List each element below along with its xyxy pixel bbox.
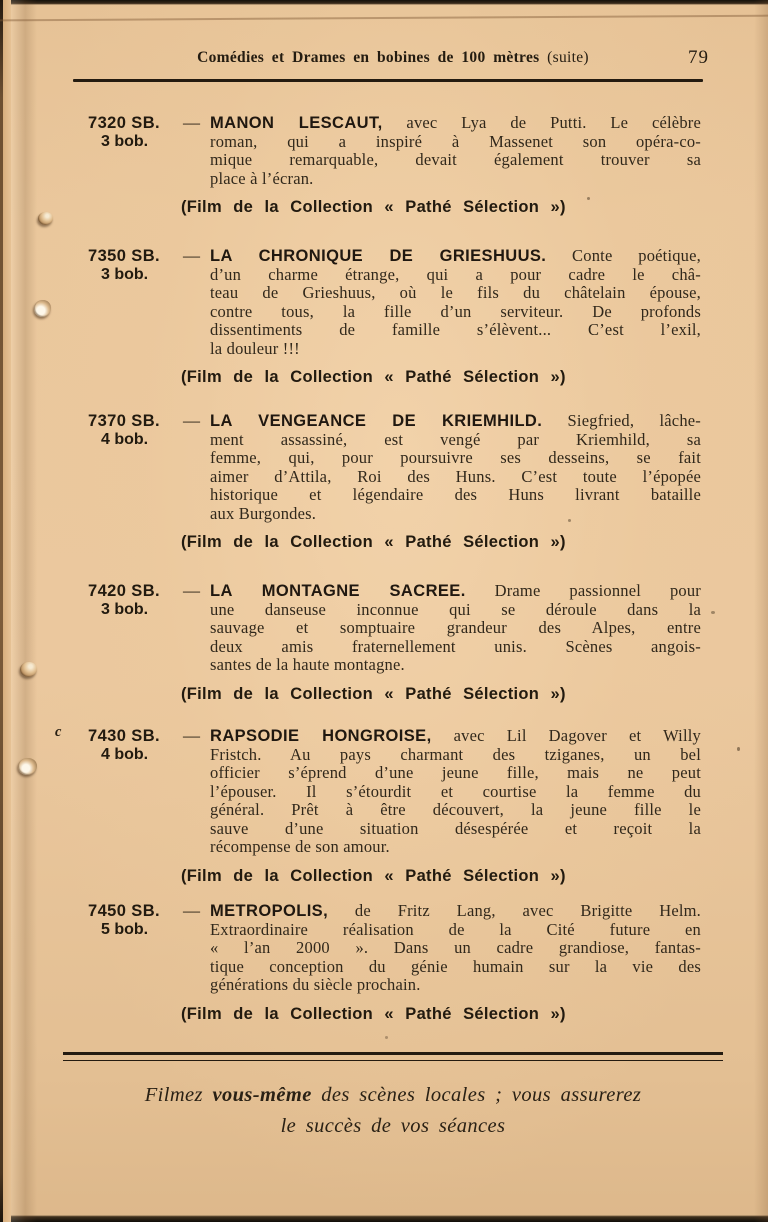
film-reel-count: 3 bob. [101,600,149,618]
description-line: tique conception du génie humain sur la vie des [210,956,701,976]
description-line: LA MONTAGNE SACREE. Drame passionnel pour [210,581,701,600]
description-line: général. Prêt à être découvert, la jeune fille le [210,800,701,819]
description-line: santes de la haute montagne. [210,655,405,674]
film-entry [0,114,768,217]
film-reel-count: 4 bob. [101,430,149,448]
film-reel-count: 5 bob. [101,920,149,938]
film-reel-count: 3 bob. [101,265,149,283]
description-line: femme, qui, pour poursuivre ses desseins, se fait [210,448,701,467]
film-entry [0,902,768,1024]
collection-note: (Film de la Collection « Pathé Sélection ») [181,866,566,885]
film-title: LA VENGEANCE DE KRIEMHILD. [210,412,543,430]
film-code: 7450 SB. [88,902,160,920]
description-line: sauve d’une situation désespérée et reçoit la [210,818,701,838]
film-entry [0,582,768,704]
description-line: d’un charme étrange, qui a pour cadre le châ- [210,264,701,284]
page-header [63,49,723,75]
film-description [210,412,701,523]
collection-note: (Film de la Collection « Pathé Sélection ») [181,198,566,216]
running-title [63,49,723,67]
film-code: 7350 SB. [88,247,160,265]
description-line: RAPSODIE HONGROISE, avec Lil Dagover et Willy [210,726,701,745]
film-title: MANON LESCAUT, [210,114,383,132]
description-line: place à l’écran. [210,168,314,188]
description-line: LA VENGEANCE DE KRIEMHILD. Siegfried, lâche- [210,411,701,430]
description-line: deux amis fraternellement unis. Scènes angois- [210,636,701,656]
film-title: METROPOLIS, [210,902,329,920]
footer-rule-thick [63,1052,723,1055]
footer-slogan-line2: le succès de vos séances [280,1115,506,1137]
page-footer [63,1080,723,1142]
description-line: roman, qui a inspiré à Massenet son opéra-co- [210,131,701,151]
collection-note: (Film de la Collection « Pathé Sélection ») [181,684,566,703]
page-number: 79 [688,47,709,68]
header-rule [73,79,703,82]
film-title: LA MONTAGNE SACREE. [210,582,466,600]
film-reel-count: 4 bob. [101,745,149,763]
film-entry [0,412,768,552]
film-code: 7430 SB. [88,727,160,745]
film-description [210,114,701,188]
footer-rest: des scènes locales ; vous assurerez [321,1084,642,1106]
description-line: « l’an 2000 ». Dans un cadre grandiose, fantas- [210,938,701,957]
description-line: récompense de son amour. [210,837,390,856]
footer-lead: Filmez [144,1084,203,1106]
description-line: officier s’éprend d’une jeune fille, mais ne peut [210,763,701,782]
paper-crease [0,15,768,21]
entry-dash: — [183,113,200,132]
film-title: RAPSODIE HONGROISE, [210,727,432,745]
description-line: une danseuse inconnue qui se déroule dans la [210,599,701,619]
description-line: sauvage et somptuaire grandeur des Alpes, entre [210,618,701,637]
description-line: Extraordinaire réalisation de la Cité future en [210,919,701,939]
film-code: 7420 SB. [88,582,160,600]
description-line: LA CHRONIQUE DE GRIESHUUS. Conte poétique, [210,246,701,265]
running-title-suite: (suite) [547,49,589,66]
description-line: aimer d’Attila, Roi des Huns. C’est toute l’épopée [210,466,701,486]
description-line: historique et légendaire des Huns livrant bataille [210,485,701,504]
collection-note: (Film de la Collection « Pathé Sélection ») [181,1004,566,1023]
film-reel-count: 3 bob. [101,132,149,150]
film-code: 7370 SB. [88,412,160,430]
description-line: dissentiments de famille s’élèvent... C’est l’exil, [210,320,701,339]
footer-rule [63,1052,723,1061]
footer-rule-thin [63,1060,723,1061]
film-description [210,902,701,995]
description-line: teau de Grieshuus, où le fils du châtelain épouse, [210,283,701,302]
film-description [210,582,701,675]
collection-note: (Film de la Collection « Pathé Sélection ») [181,533,566,551]
entry-dash: — [183,246,200,265]
entry-dash: — [183,411,200,430]
film-entry [0,727,768,886]
margin-annotation: c [55,724,62,740]
description-line: l’épouser. Il s’étourdit et courtise la femme du [210,781,701,801]
footer-slogan-line1 [63,1080,723,1111]
entry-dash: — [183,901,200,920]
description-line: METROPOLIS, de Fritz Lang, avec Brigitte Helm. [210,901,701,920]
film-description [210,247,701,358]
scan-edge-top [0,0,768,5]
description-line: générations du siècle prochain. [210,975,421,994]
entry-dash: — [183,726,200,745]
footer-bold: vous-même [212,1084,312,1106]
ink-speck [385,1036,388,1039]
description-line: contre tous, la fille d’un serviteur. De profonds [210,301,701,321]
collection-note: (Film de la Collection « Pathé Sélection ») [181,368,566,386]
film-description [210,727,701,857]
description-line: ment assassiné, est vengé par Kriemhild, sa [210,429,701,449]
description-line: aux Burgondes. [210,503,317,523]
entry-dash: — [183,581,200,600]
film-entry [0,247,768,387]
description-line: la douleur !!! [210,338,300,358]
description-line: Fristch. Au pays charmant des tziganes, un bel [210,744,701,764]
running-title-text: Comédies et Drames en bobines de 100 mètres [197,49,540,66]
scan-edge-bottom [6,1215,768,1222]
description-line: mique remarquable, devait également trouver sa [210,150,701,169]
film-title: LA CHRONIQUE DE GRIESHUUS. [210,247,547,265]
film-code: 7320 SB. [88,114,160,132]
description-line: MANON LESCAUT, avec Lya de Putti. Le célèbre [210,113,701,132]
